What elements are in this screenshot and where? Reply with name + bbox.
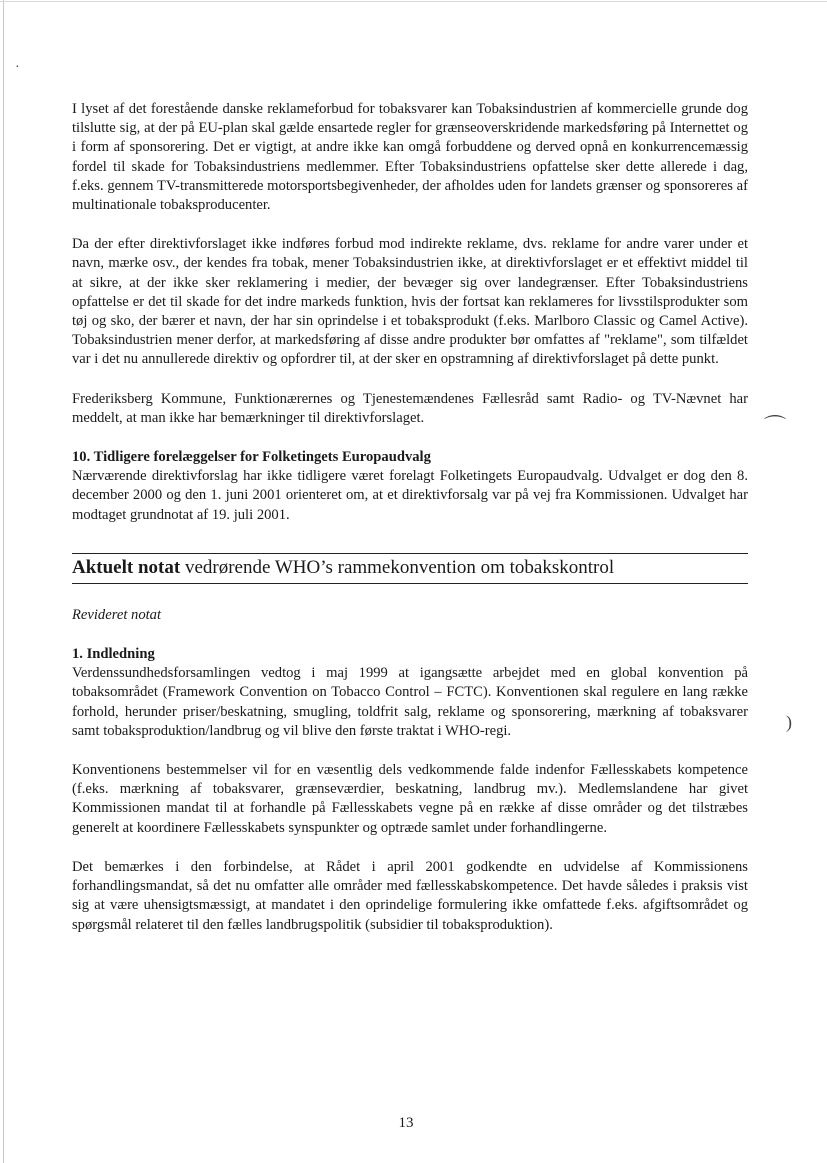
revised-notat-label: Revideret notat xyxy=(72,606,162,623)
notat-title-bold: Aktuelt notat xyxy=(72,556,181,578)
paragraph-indirect-advertising: Da der efter direktivforslaget ikke indføres forbud mod indirekte reklame, dvs. reklame for andre varer under et navn, mærke osv., der kendes fra tobak, mener Tobaksindustrien ikke, at direktivforslaget er et effektivt middel til at sikre, at der ikke sker reklamering i medier, der bevæger sig over landegrænser. Efter Tobaksindustriens opfattelse er det til skade for det indre markeds funktion, hvis der fortsat kan reklameres for livsstilsprodukter som tøj og sko, der bærer et navn, der har sin oprindelse i et tobaksprodukt (f.eks. Marlboro Classic og Camel Active). Tobaksindustrien mener derfor, at markedsføring af disse andre produkter bør omfattes af "reklame", som tilfældet var i det nu annullerede direktiv og opfordrer til, at der sker en opstramning af direktivforslaget på dette punkt. xyxy=(72,236,748,368)
notat-title-rest: vedrørende WHO’s rammekonvention om tobakskontrol xyxy=(180,556,615,578)
section-1-heading: 1. Indledning xyxy=(72,646,155,663)
section-1-paragraph-3: Det bemærkes i den forbindelse, at Rådet i april 2001 godkendte en udvidelse af Kommissionens forhandlingsmandat, så det nu omfatter alle områder med fællesskabskompetence. Det havde således i praksis vist sig at være uhensigtsmæssigt, at mandatet i den oprindelige formulering ikke omfattede f.eks. afgiftsområdet og spørgsmål relateret til den fælles landbrugspolitik (subsidier til tobaksproduktion). xyxy=(72,858,748,933)
scan-edge-top xyxy=(0,1,827,2)
scan-mark-paren: ) xyxy=(786,712,792,732)
section-10 xyxy=(72,448,748,525)
paragraph-no-remarks: Frederiksberg Kommune, Funktionærernes og Tjenestemændenes Fællesråd samt Radio- og TV-Nævnet har meddelt, at man ikke har bemærkninger til direktivforslaget. xyxy=(72,390,748,426)
page-number: 13 xyxy=(398,1115,414,1131)
notat-title xyxy=(72,556,748,580)
paragraph-internet-sponsorship: I lyset af det forestående danske reklameforbud for tobaksvarer kan Tobaksindustrien af kommercielle grunde dog tilslutte sig, at der på EU-plan skal gælde ensartede regler for grænseoverskridende markedsføring på Internettet og i form af sponsorering. Det er vigtigt, at andre ikke kan omgå forbuddene og derved opnå en konkurrencemæssig fordel til skade for Tobaksindustriens medlemmer. Efter Tobaksindustriens opfattelse sker dette allerede i dag, f.eks. gennem TV-transmitterede motorsportsbegivenheder, der afholdes uden for landets grænser og sponsoreres af multinationale tobaksproducenter. xyxy=(72,101,748,214)
section-10-body: Nærværende direktivforslag har ikke tidligere været forelagt Folketingets Europaudvalg. Udvalget er dog den 8. december 2000 og den 1. juni 2001 orienteret om, at et direktivforsalg var på vej fra Kommissionen. Udvalget har modtaget grundnotat af 19. juli 2001. xyxy=(72,468,748,523)
scan-speck: · xyxy=(15,60,20,75)
section-1 xyxy=(72,645,748,741)
scan-mark-curl: ⌒ xyxy=(764,414,787,439)
notat-title-box xyxy=(72,553,748,584)
section-1-paragraph-1: Verdenssundhedsforsamlingen vedtog i maj 1999 at igangsætte arbejdet med en global konvention på tobaksområdet (Framework Convention on Tobacco Control – FCTC). Konventionen skal regulere en lang række forhold, herunder priser/beskatning, smugling, toldfrit salg, reklame og sponsorering, mærkning af tobaksvarer samt tobaksproduktion/landbrug og vil blive den første traktat i WHO-regi. xyxy=(72,665,748,739)
scan-edge-left xyxy=(3,0,4,1163)
section-10-heading: 10. Tidligere forelæggelser for Folketingets Europaudvalg xyxy=(72,449,431,466)
section-1-paragraph-2: Konventionens bestemmelser vil for en væsentlig dels vedkommende falde indenfor Fællesskabets kompetence (f.eks. mærkning af tobaksvarer, grænseværdier, beskatning, landbrug mv.). Medlemslandene har givet Kommissionen mandat til at forhandle på Fællesskabets vegne på en række af disse områder og det tilstræbes generelt at koordinere Fællesskabets synspunkter og optræde samlet under forhandlingerne. xyxy=(72,762,748,836)
document-page xyxy=(72,100,748,935)
